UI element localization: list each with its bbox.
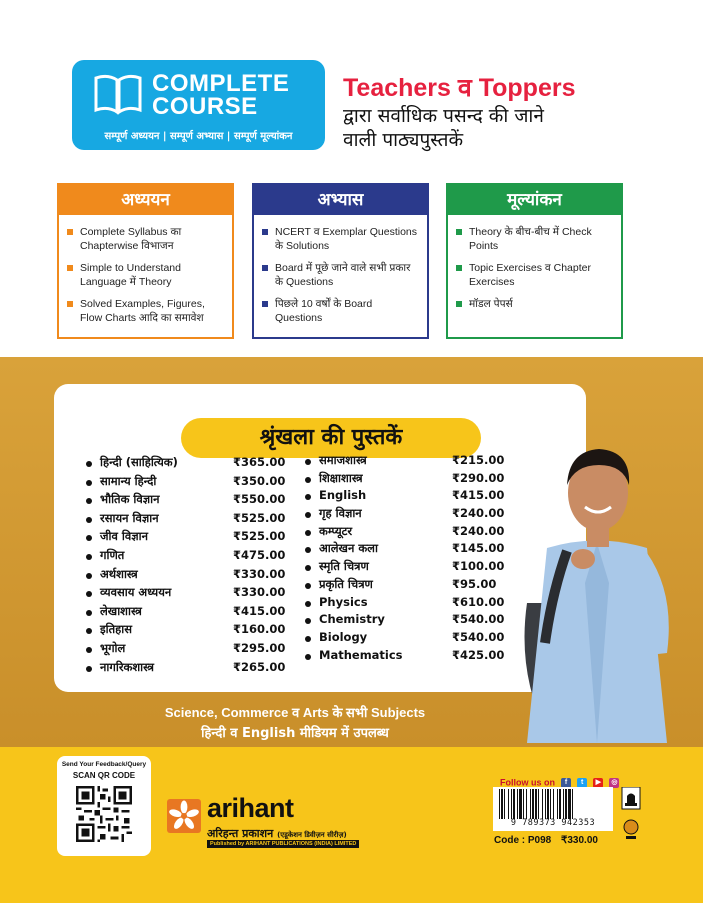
instagram-icon[interactable]: ◎ [611, 778, 618, 786]
feature-box-evaluation [446, 183, 623, 339]
youtube-icon[interactable]: ▶ [593, 778, 603, 788]
book-price: ₹330.00 [233, 566, 286, 581]
book-price: ₹475.00 [233, 547, 286, 562]
book-name: हिन्दी (साहित्यिक) [100, 455, 178, 469]
book-price: ₹145.00 [452, 541, 505, 556]
book-price: ₹100.00 [452, 559, 505, 574]
series-heading: श्रृंखला की पुस्तकें [181, 418, 481, 458]
book-price: ₹295.00 [233, 640, 286, 655]
book-name: गृह विज्ञान [319, 506, 362, 521]
book-price: ₹415.00 [452, 488, 505, 503]
logo-title-line1: COMPLETE [152, 70, 290, 97]
availability-line2: हिन्दी व English मीडियम में उपलब्ध [201, 726, 389, 741]
qr-instruction: SCAN QR CODE [72, 771, 136, 780]
feature-point: NCERT व Exemplar Questions के Solutions [262, 225, 421, 253]
book-name: लेखाशास्त्र [100, 603, 142, 618]
book-name: इतिहास [100, 622, 133, 637]
feature-heading: मूल्यांकन [448, 185, 621, 215]
book-price: ₹540.00 [452, 612, 505, 627]
logo-tagline: सम्पूर्ण अध्ययन | सम्पूर्ण अभ्यास | सम्पूर्ण मूल्यांकन [104, 131, 293, 142]
book-price: ₹610.00 [452, 594, 505, 609]
book-price: ₹415.00 [233, 603, 286, 618]
book-name: भूगोल [100, 640, 126, 655]
feature-box-study [57, 183, 234, 339]
book-price: ₹330.00 [233, 585, 286, 600]
feature-heading: अभ्यास [254, 185, 427, 215]
feature-heading: अध्ययन [59, 185, 232, 215]
book-price: ₹290.00 [452, 470, 505, 485]
twitter-icon[interactable]: t [577, 778, 587, 788]
feature-point: Simple to Understand Language में Theory [67, 261, 226, 289]
product-code: Code : P098 [494, 835, 552, 846]
product-price: ₹330.00 [561, 835, 598, 846]
facebook-icon[interactable]: f [561, 778, 571, 788]
barcode-icon [497, 789, 609, 819]
barcode-number: 9 789373 942353 [510, 818, 596, 828]
follow-label: Follow us on [500, 777, 555, 788]
certification-icons [620, 787, 642, 847]
book-price: ₹525.00 [233, 529, 286, 544]
book-name: Biology [319, 629, 368, 644]
qr-caption: Send Your Feedback/Query [61, 761, 147, 768]
top-section [0, 0, 703, 357]
book-name: Physics [319, 594, 368, 609]
open-book-icon [92, 70, 144, 116]
book-name: English [319, 488, 367, 503]
headline-line2: वाली पाठ्यपुस्तकें [343, 129, 464, 151]
feature-point: Solved Examples, Figures, Flow Charts आदि का समावेश [67, 297, 226, 325]
availability-line1: Science, Commerce व Arts के सभी Subjects [164, 705, 426, 720]
book-price: ₹525.00 [233, 510, 286, 525]
book-name: शिक्षाशास्त्र [319, 470, 363, 485]
feature-point: Theory के बीच-बीच में Check Points [456, 225, 615, 253]
book-name: सामान्य हिन्दी [100, 473, 157, 488]
feature-point: पिछले 10 वर्षों के Board Questions [262, 297, 421, 325]
book-name: स्मृति चित्रण [319, 559, 369, 574]
book-price: ₹215.00 [452, 453, 505, 467]
book-price: ₹540.00 [452, 629, 505, 644]
feature-point: Complete Syllabus का Chapterwise विभाजन [67, 225, 226, 253]
publisher-line: Published by ARIHANT PUBLICATIONS (INDIA) LIMITED [207, 840, 359, 848]
book-price: ₹95.00 [452, 576, 497, 591]
book-price: ₹265.00 [233, 659, 286, 674]
book-price: ₹425.00 [452, 647, 505, 662]
book-name: प्रकृति चित्रण [319, 576, 373, 591]
feature-box-practice [252, 183, 429, 339]
arihant-flower-icon [167, 799, 201, 833]
book-price: ₹350.00 [233, 473, 286, 488]
headline-title: Teachers व Toppers [343, 74, 576, 102]
book-price: ₹365.00 [233, 455, 286, 469]
book-price: ₹160.00 [233, 622, 286, 637]
book-name: जीव विज्ञान [100, 529, 149, 544]
feature-point: Board में पूछे जाने वाले सभी प्रकार के Questions [262, 261, 421, 289]
social-follow-row [500, 772, 619, 788]
book-name: कम्प्यूटर [319, 523, 353, 538]
book-name: भौतिक विज्ञान [100, 492, 160, 507]
brand-hindi-name: अरिहन्त प्रकाशन (एडूकेशन डिवीज़न सीरीज़) [207, 827, 347, 840]
headline-line1: द्वारा सर्वाधिक पसन्द की जाने [343, 105, 544, 127]
book-name: Mathematics [319, 647, 403, 662]
qr-card[interactable] [57, 756, 151, 856]
book-price: ₹240.00 [452, 523, 505, 538]
feature-point: मॉडल पेपर्स [456, 297, 615, 311]
brand-name: arihant [207, 793, 294, 823]
footer-section [0, 747, 703, 903]
book-price: ₹550.00 [233, 492, 286, 507]
book-name: अर्थशास्त्र [100, 566, 138, 581]
book-name: आलेखन कला [319, 541, 378, 556]
isbn-barcode [493, 787, 613, 831]
qr-code-icon[interactable] [76, 786, 132, 842]
book-name: समाजशास्त्र [319, 453, 367, 467]
logo-title-line2: COURSE [152, 93, 258, 120]
book-price: ₹240.00 [452, 506, 505, 521]
book-name: गणित [100, 547, 125, 562]
book-name: रसायन विज्ञान [100, 510, 159, 525]
book-name: नागरिकशास्त्र [100, 659, 154, 674]
complete-course-logo [72, 60, 325, 150]
student-photo [507, 443, 697, 747]
book-name: Chemistry [319, 612, 385, 627]
feature-point: Topic Exercises व Chapter Exercises [456, 261, 615, 289]
book-name: व्यवसाय अध्ययन [100, 585, 172, 600]
